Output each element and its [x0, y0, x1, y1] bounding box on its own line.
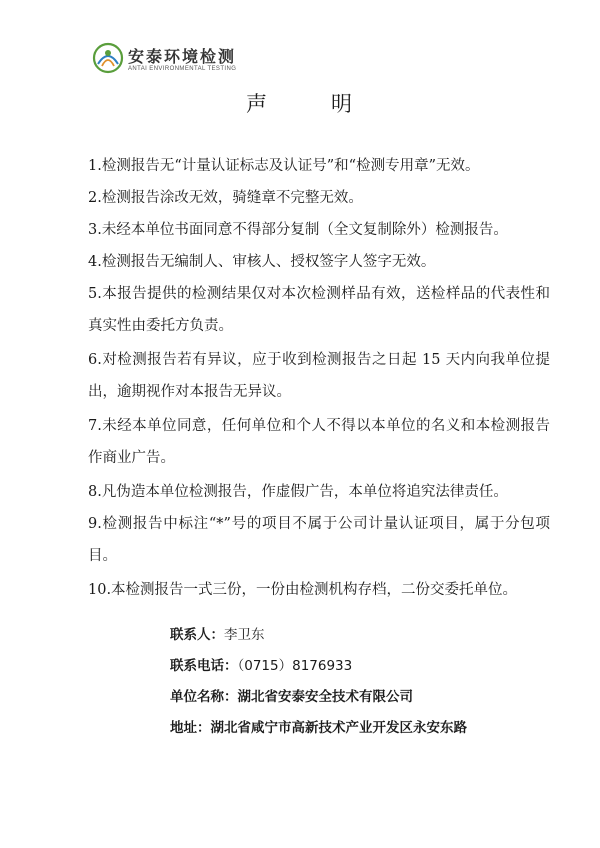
company-name-label: 单位名称：: [170, 689, 238, 705]
leaf-emblem-icon: [92, 42, 124, 74]
contact-phone-value: （0715）8176933: [237, 658, 353, 674]
page-title: [0, 88, 600, 118]
contact-phone-row: [170, 651, 570, 682]
statement-item: 10.本检测报告一式三份，一份由检测机构存档，二份交委托单位。: [88, 582, 518, 598]
statement-item: 3.未经本单位书面同意不得部分复制（全文复制除外）检测报告。: [88, 222, 508, 238]
statement-item: 4.检测报告无编制人、审核人、授权签字人签字无效。: [88, 254, 436, 270]
contact-person-label: 联系人：: [170, 627, 224, 643]
address-row: [170, 713, 570, 744]
contact-block: [170, 620, 570, 744]
statement-item: 6.对检测报告若有异议，应于收到检测报告之日起 15 天内向我单位提出，逾期视作对本报告无异议。: [88, 352, 550, 400]
statement-item: 1.检测报告无“计量认证标志及认证号”和“检测专用章”无效。: [88, 158, 480, 174]
address-value: 湖北省咸宁市高新技术产业开发区永安东路: [210, 720, 467, 736]
title-char-left: 声: [246, 92, 269, 116]
logo-name: 安泰环境检测: [128, 47, 237, 66]
company-logo: [92, 42, 252, 78]
company-name-row: [170, 682, 570, 713]
statement-list: [88, 150, 550, 606]
title-char-right: 明: [331, 92, 354, 116]
statement-item: 8.凡伪造本单位检测报告，作虚假广告，本单位将追究法律责任。: [88, 484, 508, 500]
contact-person-value: 李卫东: [224, 627, 265, 643]
address-label: 地址：: [170, 720, 211, 736]
statement-item: 9.检测报告中标注“*”号的项目不属于公司计量认证项目，属于分包项目。: [88, 516, 550, 564]
statement-item: 7.未经本单位同意，任何单位和个人不得以本单位的名义和本检测报告作商业广告。: [88, 418, 550, 466]
company-name-value: 湖北省安泰安全技术有限公司: [237, 689, 413, 705]
contact-person-row: [170, 620, 570, 651]
statement-item: 2.检测报告涂改无效，骑缝章不完整无效。: [88, 190, 363, 206]
logo-subtitle: ANTAI ENVIRONMENTAL TESTING: [128, 66, 237, 72]
statement-item: 5.本报告提供的检测结果仅对本次检测样品有效，送检样品的代表性和真实性由委托方负责。: [88, 286, 550, 334]
contact-phone-label: 联系电话：: [170, 658, 238, 674]
